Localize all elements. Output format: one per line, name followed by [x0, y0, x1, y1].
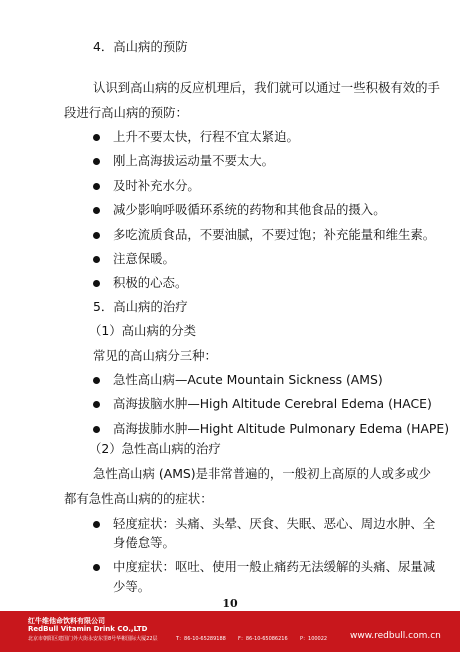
- bullet-dot-icon: [93, 521, 100, 528]
- list-item-continuation: 身倦怠等。: [113, 535, 175, 550]
- footer-company-en: RedBull Vitamin Drink CO.,LTD: [28, 625, 148, 633]
- list-item: 刚上高海拔运动量不要太大。: [113, 153, 275, 168]
- list-item: 高海拔脑水肿—High Altitude Cerebral Edema (HACE): [113, 396, 432, 411]
- list-item: 轻度症状：头痛、头晕、厌食、失眠、恶心、周边水肿、全: [113, 516, 436, 531]
- bullet-dot-icon: [93, 232, 100, 239]
- list-item: 注意保暖。: [113, 251, 175, 266]
- list-item: 多吃流质食品，不要油腻，不要过饱；补充能量和维生素。: [113, 227, 436, 242]
- bullet-dot-icon: [93, 564, 100, 571]
- list-item: 上升不要太快，行程不宜太紧迫。: [113, 129, 299, 144]
- list-item: 高海拔肺水肿—Hight Altitude Pulmonary Edema (HAPE): [113, 421, 450, 436]
- list-item: 及时补充水分。: [113, 178, 200, 193]
- footer-bar: [0, 611, 460, 652]
- footer-company-cn: 红牛维他命饮料有限公司: [28, 617, 105, 625]
- footer-postcode: P：100022: [300, 636, 328, 642]
- bullet-dot-icon: [93, 183, 100, 190]
- bullet-dot-icon: [93, 426, 100, 433]
- list-item: 中度症状：呕吐、使用一般止痛药无法缓解的头痛、尿量减: [113, 559, 436, 574]
- bullet-dot-icon: [93, 256, 100, 263]
- subsection-heading: （2）急性高山病的治疗: [89, 441, 221, 456]
- list-item: 急性高山病—Acute Mountain Sickness (AMS): [113, 372, 383, 387]
- paragraph-line: 段进行高山病的预防：: [64, 105, 188, 120]
- list-item: 积极的心态。: [113, 275, 188, 290]
- paragraph-line: 急性高山病 (AMS)是非常普遍的，一般初上高原的人或多或少: [93, 466, 432, 481]
- footer-fax: F：86-10-65086216: [238, 636, 288, 642]
- list-item: 减少影响呼吸循环系统的药物和其他食品的摄入。: [113, 202, 386, 217]
- paragraph-line: 认识到高山病的反应机理后，我们就可以通过一些积极有效的手: [93, 80, 440, 95]
- footer-telephone: T：86-10-65289188: [176, 636, 226, 642]
- bullet-dot-icon: [93, 158, 100, 165]
- page-number: 10: [222, 597, 238, 610]
- bullet-dot-icon: [93, 280, 100, 287]
- paragraph-line: 都有急性高山病的的症状：: [64, 491, 213, 506]
- paragraph-line: 常见的高山病分三种：: [93, 348, 217, 363]
- list-item-continuation: 少等。: [113, 579, 151, 594]
- bullet-dot-icon: [93, 207, 100, 214]
- bullet-dot-icon: [93, 401, 100, 408]
- bullet-dot-icon: [93, 134, 100, 141]
- footer-website-link[interactable]: www.redbull.com.cn: [350, 631, 441, 641]
- section-heading-prevention: 4．高山病的预防: [93, 39, 188, 54]
- section-heading-treatment: 5．高山病的治疗: [93, 299, 188, 314]
- bullet-dot-icon: [93, 377, 100, 384]
- footer-address: 北京市朝阳区建国门外大街永安东里8号华彬国际大厦22层: [28, 636, 158, 642]
- subsection-heading: （1）高山病的分类: [89, 323, 197, 338]
